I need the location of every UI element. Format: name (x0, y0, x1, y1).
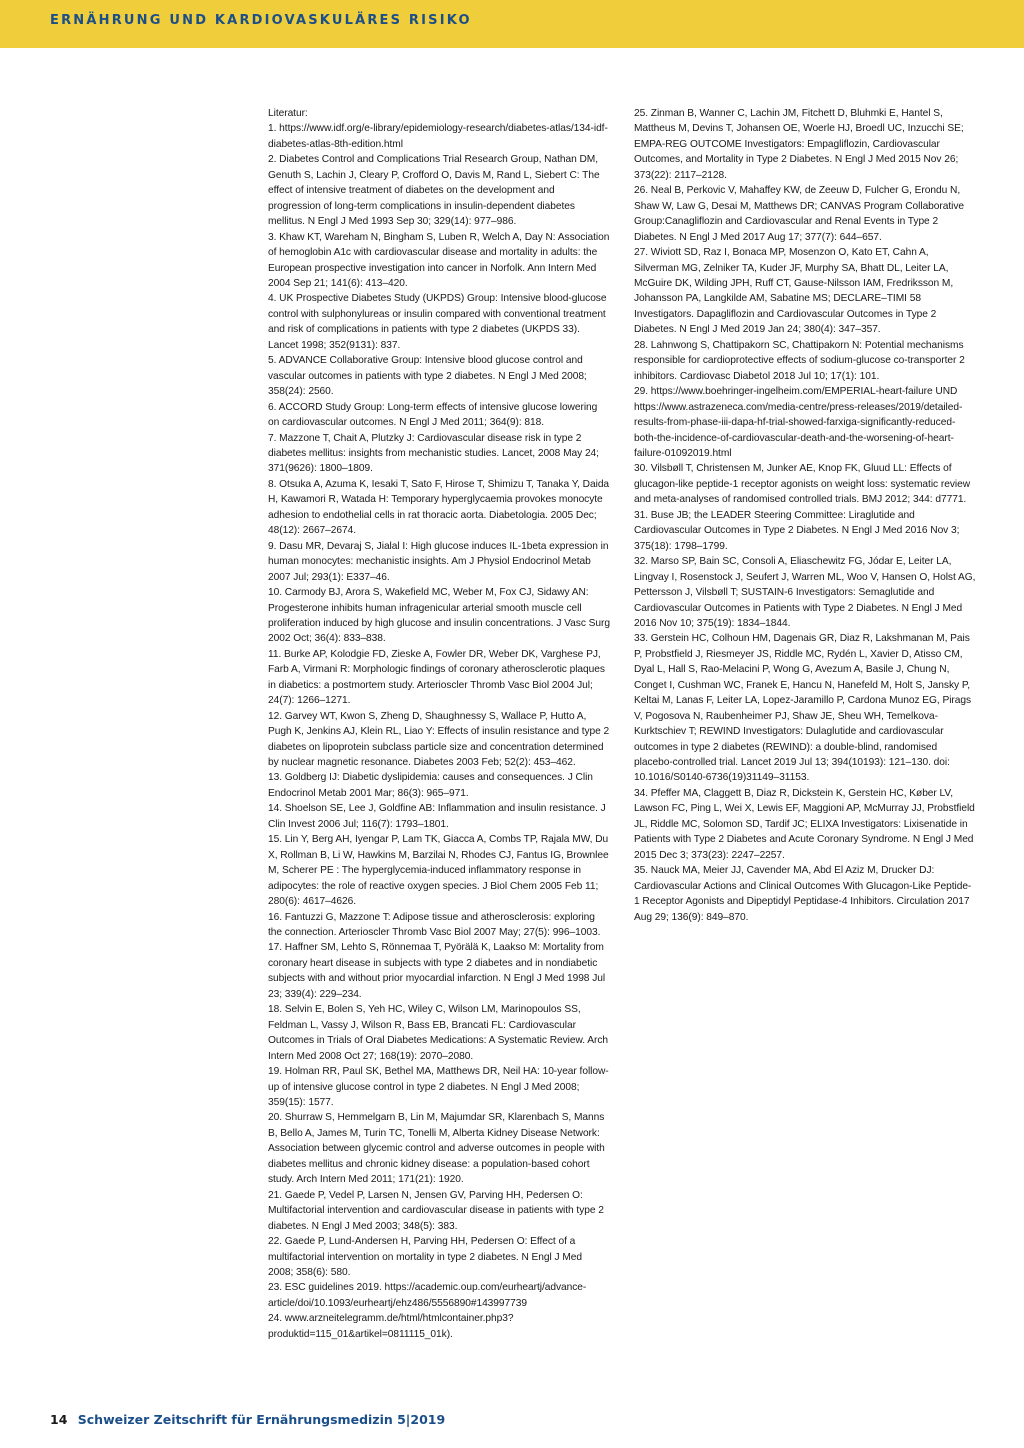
reference-item: 4. UK Prospective Diabetes Study (UKPDS) Group: Intensive blood-glucose control with sulphonylureas or insulin compared with conventional treatment and risk of complications in patients with type 2 diabetes (UKPDS 33). Lancet 1998; 352(9131): 837. (268, 293, 607, 351)
reference-item: 22. Gaede P, Lund-Andersen H, Parving HH, Pedersen O: Effect of a multifactorial intervention on mortality in type 2 diabetes. N Engl J Med 2008; 358(6): 580. (268, 1236, 583, 1278)
reference-item: 8. Otsuka A, Azuma K, Iesaki T, Sato F, Hirose T, Shimizu T, Tanaka Y, Daida H, Kawamori R, Watada H: Temporary hyperglycaemia provokes monocyte adhesion to endothelial cells in rat thoracic aorta. Diabetologia. 2005 Dec; 48(12): 2667–2674. (268, 478, 610, 537)
reference-item: 17. Haffner SM, Lehto S, Rönnemaa T, Pyörälä K, Laakso M: Mortality from coronary heart disease in subjects with type 2 diabetes and in nondiabetic subjects with and without prior myocardial infarction. N Engl J Med 1998 Jul 23; 339(4): 229–234. (268, 942, 606, 1000)
reference-item: 14. Shoelson SE, Lee J, Goldfine AB: Inflammation and insulin resistance. J Clin Invest 2006 Jul; 116(7): 1793–1801. (268, 803, 606, 830)
reference-item: 7. Mazzone T, Chait A, Plutzky J: Cardiovascular disease risk in type 2 diabetes mellitus: insights from mechanistic studies. Lancet, 2008 May 24; 371(9626): 1800–1809. (268, 432, 599, 475)
reference-list-left (268, 121, 610, 1342)
reference-item: 11. Burke AP, Kolodgie FD, Zieske A, Fowler DR, Weber DK, Varghese PJ, Farb A, Virmani R: Morphologic findings of coronary atherosclerotic plaques in diabetics: a postmortem study. Arterioscler Thromb Vasc Biol 2004 Jul; 24(7): 1266–1271. (268, 648, 605, 707)
reference-item: 26. Neal B, Perkovic V, Mahaffey KW, de Zeeuw D, Fulcher G, Erondu N, Shaw W, Law G, Desai M, Matthews DR; CANVAS Program Collaborative Group:Canagliflozin and Cardiovascular and Renal Events in Type 2 Diabetes. N Engl J Med 2017 Aug 17; 377(7): 644–657. (634, 185, 965, 243)
reference-item: 32. Marso SP, Bain SC, Consoli A, Eliaschewitz FG, Jódar E, Leiter LA, Lingvay I, Rosenstock J, Seufert J, Warren ML, Woo V, Hansen O, Holst AG, Pettersson J, Vilsbøll T; SUSTAIN-6 Investigators: Semaglutide and Cardiovascular Outcomes in Patients with Type 2 Diabetes. N Engl J Med 2016 Nov 10; 375(19): 1834–1844. (634, 556, 976, 629)
reference-list-right (634, 106, 976, 925)
references-column-left (268, 106, 610, 1342)
reference-item: 23. ESC guidelines 2019. https://academic.oup.com/eurheartj/advance-article/doi/10.1093/eurheartj/ehz486/5556890#143997739 (268, 1282, 587, 1309)
reference-item: 35. Nauck MA, Meier JJ, Cavender MA, Abd El Aziz M, Drucker DJ: Cardiovascular Actions and Clinical Outcomes With Glucagon-Like Peptide-1 Receptor Agonists and Dipeptidyl Peptidase-4 Inhibitors. Circulation 2017 Aug 29; 136(9): 849–870. (634, 865, 972, 923)
reference-item: 1. https://www.idf.org/e-library/epidemiology-research/diabetes-atlas/134-idf-diabetes-atlas-8th-edition.html (268, 123, 608, 150)
page-number: 14 (50, 1412, 68, 1427)
reference-item: 31. Buse JB; the LEADER Steering Committee: Liraglutide and Cardiovascular Outcomes in Type 2 Diabetes. N Engl J Med 2016 Nov 3; 375(18): 1798–1799. (634, 509, 960, 552)
reference-item: 10. Carmody BJ, Arora S, Wakefield MC, Weber M, Fox CJ, Sidawy AN: Progesterone inhibits human infragenicular arterial smooth muscle cell proliferation induced by high glucose and insulin concentrations. J Vasc Surg 2002 Oct; 36(4): 833–838. (268, 587, 610, 645)
reference-item: 34. Pfeffer MA, Claggett B, Diaz R, Dickstein K, Gerstein HC, Køber LV, Lawson FC, Ping L, Wei X, Lewis EF, Maggioni AP, McMurray JJ, Probstfield JL, Riddle MC, Solomon SD, Tardif JC; ELIXA Investigators: Lixisenatide in Patients with Type 2 Diabetes and Acute Coronary Syndrome. N Engl J Med 2015 Dec 3; 373(23): 2247–2257. (634, 787, 975, 861)
reference-item: 2. Diabetes Control and Complications Trial Research Group, Nathan DM, Genuth S, Lachin J, Cleary P, Crofford O, Davis M, Rand L, Siebert C: The effect of intensive treatment of diabetes on the development and progression of long-term complications in insulin-dependent diabetes mellitus. N Engl J Med 1993 Sep 30; 329(14): 977–986. (268, 154, 600, 228)
journal-name: Schweizer Zeitschrift für Ernährungsmedizin 5|2019 (77, 1412, 446, 1427)
reference-item: 13. Goldberg IJ: Diabetic dyslipidemia: causes and consequences. J Clin Endocrinol Metab 2001 Mar; 86(3): 965–971. (268, 772, 593, 799)
reference-item: 9. Dasu MR, Devaraj S, Jialal I: High glucose induces IL-1beta expression in human monocytes: mechanistic insights. Am J Physiol Endocrinol Metab 2007 Jul; 293(1): E337–46. (268, 540, 609, 583)
references-heading: Literatur: (268, 108, 308, 119)
reference-item: 29. https://www.boehringer-ingelheim.com/EMPERIAL-heart-failure UND https://www.astrazeneca.com/media-centre/press-releases/2019/detailed-results-from-phase-iii-dapa-hf-trial-showed-farxiga-significantly-reduced-both-the-incidence-of-cardiovascular-death-and-the-worsening-of-heart-failure-01092019.html (634, 386, 963, 459)
reference-item: 25. Zinman B, Wanner C, Lachin JM, Fitchett D, Bluhmki E, Hantel S, Mattheus M, Devins T, Johansen OE, Woerle HJ, Broedl UC, Inzucchi SE; EMPA-REG OUTCOME Investigators: Empagliflozin, Cardiovascular Outcomes, and Mortality in Type 2 Diabetes. N Engl J Med 2015 Nov 26; 373(22): 2117–2128. (634, 108, 964, 181)
reference-item: 19. Holman RR, Paul SK, Bethel MA, Matthews DR, Neil HA: 10-year follow-up of intensive glucose control in type 2 diabetes. N Engl J Med 2008; 359(15): 1577. (268, 1066, 609, 1108)
reference-item: 21. Gaede P, Vedel P, Larsen N, Jensen GV, Parving HH, Pedersen O: Multifactorial intervention and cardiovascular disease in patients with type 2 diabetes. N Engl J Med 2003; 348(5): 383. (268, 1189, 604, 1232)
reference-item: 3. Khaw KT, Wareham N, Bingham S, Luben R, Welch A, Day N: Association of hemoglobin A1c with cardiovascular disease and mortality in adults: the European prospective investigation into cancer in Norfolk. Ann Intern Med 2004 Sep 21; 141(6): 413–420. (268, 231, 610, 289)
reference-item: 33. Gerstein HC, Colhoun HM, Dagenais GR, Diaz R, Lakshmanan M, Pais P, Probstfield J, Riesmeyer JS, Riddle MC, Rydén L, Xavier D, Atisso CM, Dyal L, Hall S, Rao-Melacini P, Wong G, Avezum A, Basile J, Chung N, Conget I, Cushman WC, Franek E, Hancu N, Hanefeld M, Holt S, Jansky P, Keltai M, Lanas F, Leiter LA, Lopez-Jaramillo P, Cardona Munoz EG, Pirags V, Pogosova N, Raubenheimer PJ, Shaw JE, Sheu WH, Temelkova-Kurktschiev T; REWIND Investigators: Dulaglutide and cardiovascular outcomes in type 2 diabetes (REWIND): a double-blind, randomised placebo-controlled trial. Lancet 2019 Jul 13; 394(10193): 121–130. doi: 10.1016/S0140-6736(19)31149–31153. (634, 633, 972, 784)
reference-item: 18. Selvin E, Bolen S, Yeh HC, Wiley C, Wilson LM, Marinopoulos SS, Feldman L, Vassy J, Wilson R, Bass EB, Brancati FL: Cardiovascular Outcomes in Trials of Oral Diabetes Medications: A Systematic Review. Arch Intern Med 2008 Oct 27; 168(19): 2070–2080. (268, 1004, 608, 1062)
reference-item: 30. Vilsbøll T, Christensen M, Junker AE, Knop FK, Gluud LL: Effects of glucagon-like peptide-1 receptor agonists on weight loss: systematic review and meta-analyses of randomised controlled trials. BMJ 2012; 344: d7771. (634, 463, 971, 506)
reference-item: 20. Shurraw S, Hemmelgarn B, Lin M, Majumdar SR, Klarenbach S, Manns B, Bello A, James M, Turin TC, Tonelli M, Alberta Kidney Disease Network: Association between glycemic control and adverse outcomes in people with diabetes mellitus and chronic kidney disease: a population-based cohort study. Arch Intern Med 2011; 171(21): 1920. (268, 1112, 605, 1186)
reference-item: 16. Fantuzzi G, Mazzone T: Adipose tissue and atherosclerosis: exploring the connection. Arterioscler Thromb Vasc Biol 2007 May; 27(5): 996–1003. (268, 911, 601, 939)
reference-item: 28. Lahnwong S, Chattipakorn SC, Chattipakorn N: Potential mechanisms responsible for cardioprotective effects of sodium-glucose co-transporter 2 inhibitors. Cardiovasc Diabetol 2018 Jul 10; 17(1): 101. (634, 339, 965, 382)
section-title: ERNÄHRUNG UND KARDIOVASKULÄRES RISIKO (50, 13, 472, 28)
reference-item: 5. ADVANCE Collaborative Group: Intensive blood glucose control and vascular outcomes in patients with type 2 diabetes. N Engl J Med 2008; 358(24): 2560. (268, 355, 587, 398)
reference-item: 24. www.arzneitelegramm.de/html/htmlcontainer.php3?produktid=115_01&artikel=0811115_01k). (268, 1313, 514, 1340)
reference-item: 27. Wiviott SD, Raz I, Bonaca MP, Mosenzon O, Kato ET, Cahn A, Silverman MG, Zelniker TA, Kuder JF, Murphy SA, Bhatt DL, Leiter LA, McGuire DK, Wilding JPH, Ruff CT, Gause-Nilsson IAM, Fredriksson M, Johansson PA, Langkilde AM, Sabatine MS; DECLARE–TIMI 58 Investigators. Dapagliflozin and Cardiovascular Outcomes in Type 2 Diabetes. N Engl J Med 2019 Jan 24; 380(4): 347–357. (634, 247, 954, 336)
reference-item: 6. ACCORD Study Group: Long-term effects of intensive glucose lowering on cardiovascular outcomes. N Engl J Med 2011; 364(9): 818. (268, 401, 598, 429)
page-footer (50, 1412, 445, 1427)
references-column-right (634, 106, 976, 925)
reference-item: 12. Garvey WT, Kwon S, Zheng D, Shaughnessy S, Wallace P, Hutto A, Pugh K, Jenkins AJ, Klein RL, Liao Y: Effects of insulin resistance and type 2 diabetes on lipoprotein subclass particle size and concentration determined by nuclear magnetic resonance. Diabetes 2003 Feb; 52(2): 453–462. (268, 710, 610, 769)
reference-item: 15. Lin Y, Berg AH, Iyengar P, Lam TK, Giacca A, Combs TP, Rajala MW, Du X, Rollman B, Li W, Hawkins M, Barzilai N, Rhodes CJ, Fantus IG, Brownlee M, Scherer PE : The hyperglycemia-induced inflammatory response in adipocytes: the role of reactive oxygen species. J Biol Chem 2005 Feb 11; 280(6): 4617–4626. (268, 834, 609, 908)
